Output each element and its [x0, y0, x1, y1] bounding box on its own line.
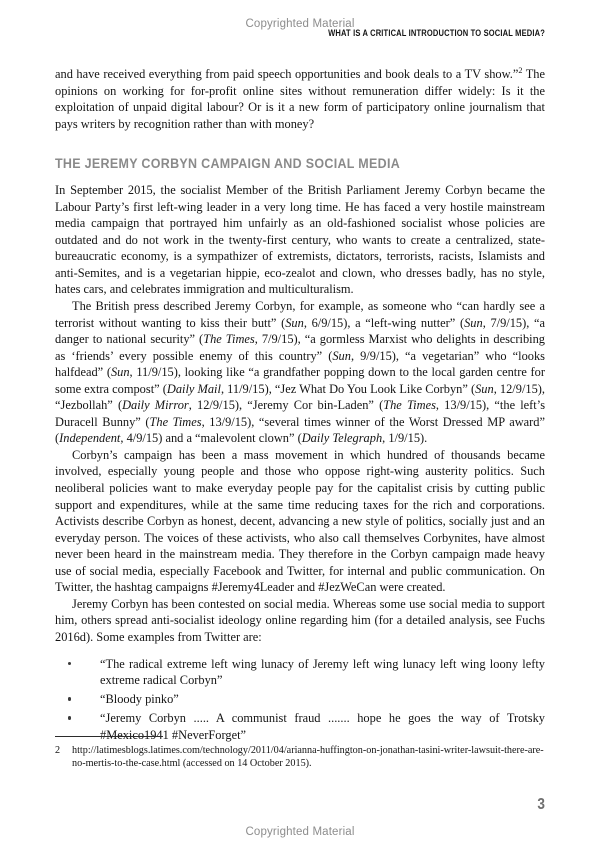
paragraph-2-text: , 12/9/15), “Jezbollah” (: [55, 381, 546, 413]
paragraph-continued: [55, 66, 545, 132]
paragraph-2-text: , 13/9/15), “several times winner of the Worst Dressed MP award” (: [55, 414, 545, 446]
cited-publication-title: Sun: [464, 315, 483, 330]
bullet-dot-icon: [68, 697, 71, 700]
footnote-text: http://latimesblogs.latimes.com/technology/2011/04/arianna-huffington-on-jonathan-tasini-writer-lawsuit-there-are-no-mertis-to-the-case.html (accessed on 14 October 2015).: [72, 745, 544, 770]
cited-publication-title: Independent: [59, 431, 121, 446]
cited-publication-title: Sun: [110, 365, 130, 380]
twitter-examples-list: [55, 656, 545, 744]
footnote-separator-rule: [55, 736, 163, 737]
paragraph-2-text: , 11/9/15), “Jez What Do You Look Like Corbyn” (: [220, 381, 476, 396]
copyright-watermark-bottom: Copyrighted Material: [245, 826, 355, 838]
footnote-number: 2: [55, 745, 61, 756]
paragraph-2-text: , 6/9/15), a “left-wing nutter” (: [303, 315, 465, 330]
cited-publication-title: Sun: [332, 348, 351, 363]
list-item: [55, 656, 545, 689]
paragraph-2-text: , 11/9/15), looking like “a grandfather popping down to the local garden centre for some extra compost” (: [55, 365, 545, 396]
list-item-label: “Bloody pinko”: [100, 692, 179, 707]
running-head: WHAT IS A CRITICAL INTRODUCTION TO SOCIAL MEDIA?: [328, 28, 545, 38]
cited-publication-title: Daily Mirror: [122, 398, 189, 413]
cited-publication-title: Sun: [475, 381, 494, 396]
paragraph-2-text: The British press described Jeremy Corbyn, for example, as someone who “can hardly see a terrorist without wanting to kiss their butt” (: [55, 299, 545, 330]
paragraph-continued-lead: and have received everything from paid speech opportunities and book deals to a TV show.”: [55, 67, 519, 81]
footnote-2: [55, 744, 545, 771]
paragraph-1: In September 2015, the socialist Member of the British Parliament Jeremy Corbyn became the Labour Party’s first left-wing leader in a very long time. He has faced a very hostile mainstream media campaign that portrayed him unfairly as an old-fashioned socialist whose policies are outdated and do not work in the twenty-first century, who wants to create a centralized, state-bureaucratic economy, is a sympathizer of extremists, dictators, terrorists, racists, Islamists and anti-Semites, and is a vegetarian hippie, eco-zealot and clown, who dresses badly, has no style, hates cars, and celebrates immigration and multiculturalism.: [55, 183, 545, 297]
paragraph-continued-rest: The opinions on working for for-profit online sites without remuneration differ widely: Is it the exploitation of unpaid digital labour? Or is it a new form of participatory online journalism that pays writers by recognition rather than with money?: [55, 67, 545, 131]
paragraph-2: [55, 298, 545, 447]
page-number: 3: [537, 796, 545, 813]
paragraph-2-text: , 7/9/15), “a danger to national security” (: [55, 315, 546, 347]
cited-publication-title: The Times: [383, 398, 436, 413]
cited-publication-title: Daily Mail: [166, 381, 221, 396]
section-heading: THE JEREMY CORBYN CAMPAIGN AND SOCIAL MEDIA: [55, 156, 401, 173]
paragraph-2-text: , 1/9/15).: [382, 431, 428, 446]
footnote-zone: [55, 736, 545, 771]
list-item: [55, 691, 545, 708]
paragraph-2-text: , 13/9/15), “the left’s Duracell Bunny” (: [55, 398, 546, 429]
bullet-dot-icon: [68, 662, 71, 665]
paragraph-3: Corbyn’s campaign has been a mass movement in which hundred of thousands became involved, especially young people and those who oppose right-wing austerity politics. Such neoliberal policies want to make everyday people pay for the capitalist crisis by cutting public support and expenditures, while at the same time reducing taxes for the rich and corporations. Activists describe Corbyn as honest, decent, advancing a new style of politics, socially just and an everyday person. The voices of these activists, who also call themselves Corbynites, have almost never been heard in the mainstream media. They therefore in the Corbyn campaign made heavy use of social media, especially Facebook and Twitter, for internal and public communication. On Twitter, the hashtag campaigns #Jeremy4Leader and #JezWeCan were created.: [55, 447, 545, 595]
cited-publication-title: Sun: [285, 315, 304, 330]
text-column: [55, 66, 545, 746]
paragraph-2-text: , 12/9/15), “Jeremy Cor bin-Laden” (: [188, 398, 384, 413]
paragraph-4: Jeremy Corbyn has been contested on social media. Whereas some use social media to support him, others spread anti-socialist ideology online regarding him (for a detailed analysis, see Fuchs 2016d). Some examples from Twitter are:: [55, 596, 545, 644]
list-item-label: “Jeremy Corbyn ..... A communist fraud ....... hope he goes the way of Trotsky #Mexico1941 #NeverForget”: [100, 711, 545, 742]
copyright-watermark-top: Copyrighted Material: [245, 18, 355, 30]
paragraph-2-text: , 7/9/15), “a gormless Marxist who delights in describing as ‘friends’ every possible enemy of this country” (: [55, 332, 545, 363]
paragraph-2-text: , 9/9/15), “a vegetarian” who “looks halfdead” (: [55, 348, 545, 380]
cited-publication-title: The Times: [203, 332, 255, 347]
bullet-dot-icon: [68, 716, 71, 719]
paragraph-2-text: , 4/9/15) and a “malevolent clown” (: [120, 431, 302, 446]
footnote-marker-2: 2: [518, 65, 523, 75]
list-item-label: “The radical extreme left wing lunacy of Jeremy left wing lunacy left wing loony lefty extreme radical Corbyn”: [100, 656, 545, 688]
cited-publication-title: Daily Telegraph: [301, 431, 383, 446]
cited-publication-title: The Times: [149, 414, 202, 429]
